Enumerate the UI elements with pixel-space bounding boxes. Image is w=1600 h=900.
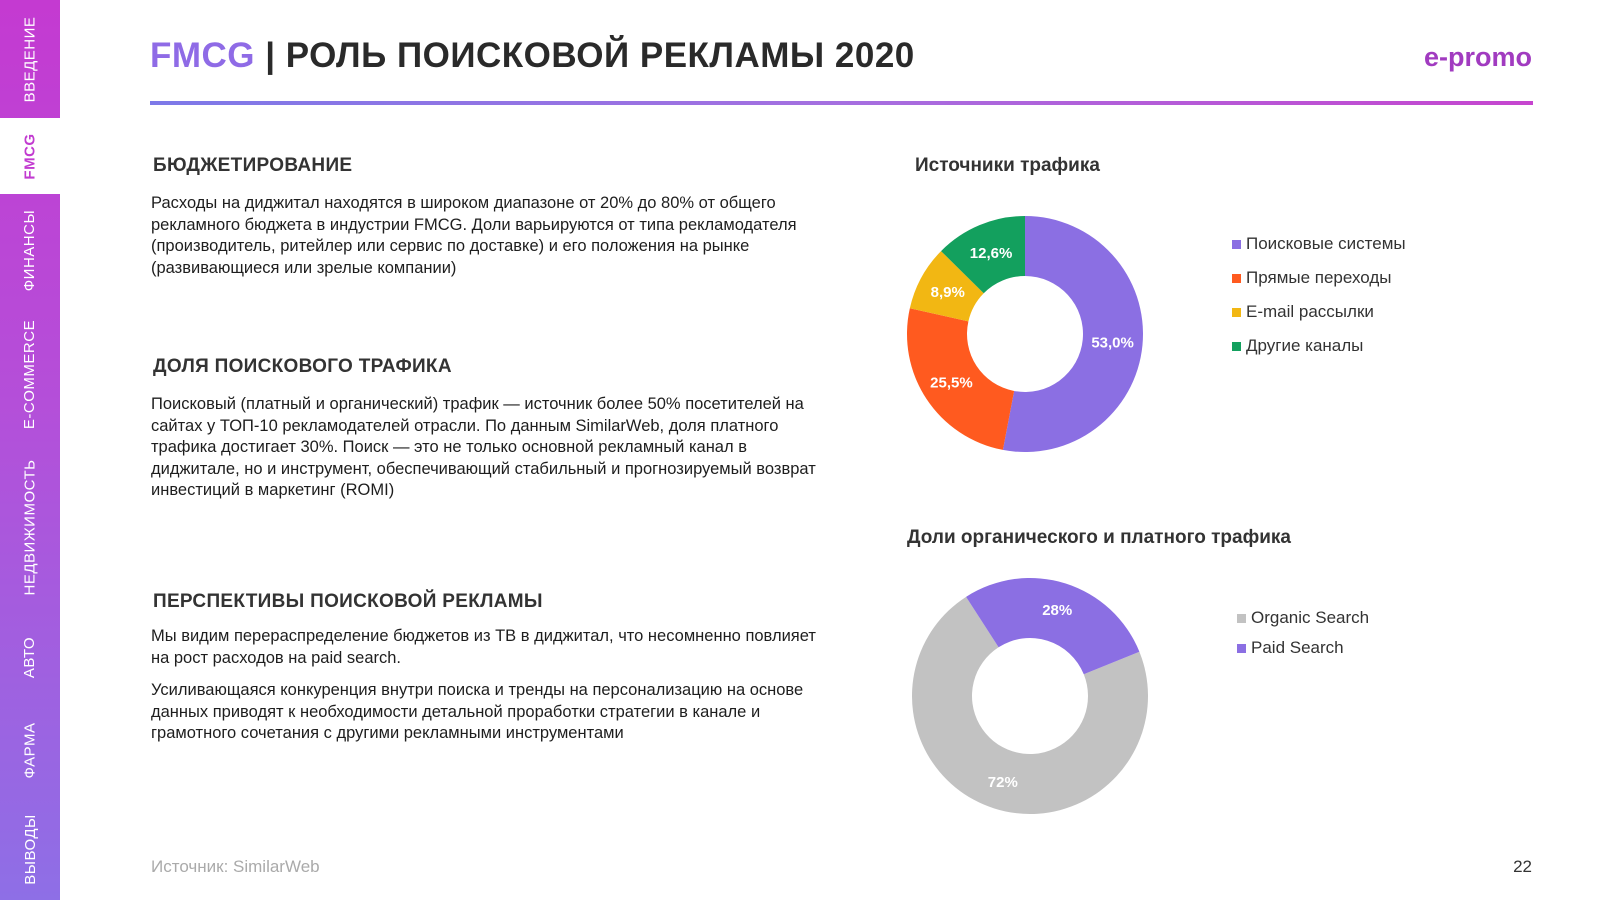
legend-label: Поисковые системы xyxy=(1246,234,1406,253)
sidebar-item-intro[interactable] xyxy=(0,0,60,118)
sidebar-item-label: НЕДВИЖИМОСТЬ xyxy=(21,459,39,595)
legend-label: Другие каналы xyxy=(1246,336,1364,355)
sidebar-item-auto[interactable] xyxy=(0,612,60,702)
brand-logo: e-promo xyxy=(1424,42,1532,72)
legend-item xyxy=(1232,261,1406,295)
title-text: | РОЛЬ ПОИСКОВОЙ РЕКЛАМЫ 2020 xyxy=(255,36,915,75)
legend-label: Organic Search xyxy=(1251,608,1370,627)
sidebar-item-label: FMCG xyxy=(21,132,39,180)
sidebar-item-label: АВТО xyxy=(21,636,39,678)
legend-swatch xyxy=(1232,342,1241,351)
page-number: 22 xyxy=(1513,857,1532,876)
donut-slice-2 xyxy=(966,578,1139,674)
donut-data-label: 72% xyxy=(987,773,1018,791)
chart-title-traffic-sources: Источники трафика xyxy=(915,155,1100,176)
legend-label: E-mail рассылки xyxy=(1246,302,1374,321)
section-title-budget: БЮДЖЕТИРОВАНИЕ xyxy=(153,155,353,176)
paragraph-budget: Расходы на диджитал находятся в широком диапазоне от 20% до 80% от общего рекламного бюджета в индустрии FMCG. Доли варьируются от типа рекламодателя (производитель, ритейлер или сервис по доставке) и его положения на рынке (развивающиеся или зрелые компании) xyxy=(151,194,797,277)
legend-item xyxy=(1232,295,1406,329)
title-accent: FMCG xyxy=(150,36,256,75)
legend-item xyxy=(1237,633,1369,663)
donut-data-label: 28% xyxy=(1042,602,1073,620)
donut-data-label: 8,9% xyxy=(930,283,965,301)
legend-item xyxy=(1232,227,1406,261)
legend-swatch xyxy=(1237,614,1246,623)
chart-title-organic-paid: Доли органического и платного трафика xyxy=(907,527,1291,548)
paragraph-prospects-2: Усиливающаяся конкуренция внутри поиска и тренды на персонализацию на основе данных приводят к необходимости детальной проработки стратегии в канале и грамотного сочетания с другими рекламными инструментами xyxy=(151,681,804,742)
traffic-sources-donut xyxy=(900,209,1150,459)
sidebar-item-label: ВВЕДЕНИЕ xyxy=(21,16,39,102)
source-note: Источник: SimilarWeb xyxy=(151,857,320,876)
organic-paid-legend xyxy=(1237,603,1369,663)
sidebar-item-finance[interactable] xyxy=(0,194,60,306)
legend-swatch xyxy=(1237,644,1246,653)
donut-data-label: 53,0% xyxy=(1091,334,1134,352)
sidebar-item-conclusions[interactable] xyxy=(0,798,60,900)
legend-item xyxy=(1237,603,1369,633)
sidebar-item-ecommerce[interactable] xyxy=(0,306,60,442)
legend-swatch xyxy=(1232,240,1241,249)
sidebar-nav xyxy=(0,0,60,900)
paragraph-search-share: Поисковый (платный и органический) трафик — источник более 50% посетителей на сайтах у ТОП-10 рекламодателей отрасли. По данным SimilarWeb, доля платного трафика достигает 30%. Поиск — это не только основной рекламный канал в диджитале, но и инструмент, обеспечивающий стабильный и прогнозируемый возврат инвестиций в маркетинг (ROMI) xyxy=(151,395,816,499)
legend-label: Paid Search xyxy=(1251,638,1344,657)
sidebar-item-label: E-COMMERCE xyxy=(21,319,39,429)
sidebar-item-realestate[interactable] xyxy=(0,442,60,612)
legend-item xyxy=(1232,329,1406,363)
legend-swatch xyxy=(1232,308,1241,317)
sidebar-item-label: ФАРМА xyxy=(21,722,39,778)
page-title xyxy=(150,36,915,76)
header-divider xyxy=(150,101,1533,105)
legend-swatch xyxy=(1232,274,1241,283)
legend-label: Прямые переходы xyxy=(1246,268,1392,287)
section-title-prospects: ПЕРСПЕКТИВЫ ПОИСКОВОЙ РЕКЛАМЫ xyxy=(153,591,543,612)
sidebar-item-fmcg[interactable] xyxy=(0,118,60,194)
paragraph-prospects-1: Мы видим перераспределение бюджетов из ТВ в диджитал, что несомненно повлияет на рост расходов на paid search. xyxy=(151,627,816,667)
donut-data-label: 12,6% xyxy=(969,244,1013,262)
sidebar-item-label: ФИНАНСЫ xyxy=(21,209,39,291)
sidebar-item-label: ВЫВОДЫ xyxy=(21,813,39,885)
section-title-search-share: ДОЛЯ ПОИСКОВОГО ТРАФИКА xyxy=(153,356,452,377)
sidebar-item-pharma[interactable] xyxy=(0,702,60,798)
organic-paid-donut xyxy=(905,571,1155,821)
donut-data-label: 25,5% xyxy=(930,374,973,392)
traffic-sources-legend xyxy=(1232,227,1406,363)
